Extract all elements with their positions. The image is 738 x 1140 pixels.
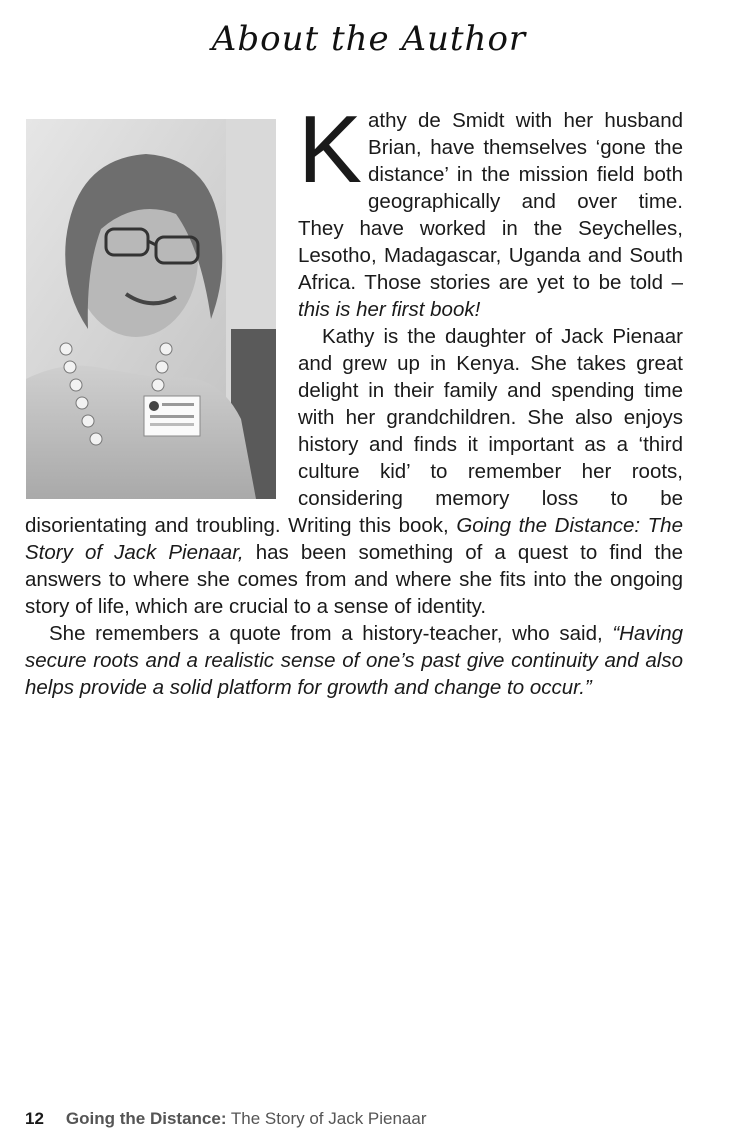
paragraph-2-text: Kathy is the daughter of Jack Pienaar and grew up in Kenya. She takes great delight in their family and spending time with her grandchildren. She also enjoys history and finds it important as a ‘third culture kid’ to remember her roots, considering memory loss to be disorientating and troubling. Writing this book, xyxy=(25,325,683,537)
paragraph-3 xyxy=(25,620,683,701)
drop-cap: K xyxy=(298,96,363,203)
page-footer xyxy=(25,1108,427,1130)
paragraph-3-text: She remembers a quote from a history-teacher, who said, xyxy=(49,622,613,645)
page-number: 12 xyxy=(25,1109,44,1128)
paragraph-1-text: athy de Smidt with her husband Brian, have themselves ‘gone the distance’ in the mission field both geographically and over time. They have worked in the Seychelles, Lesotho, Madagascar, Uganda and South Africa. Those stories are yet to be told – xyxy=(298,109,683,294)
paragraph-2-end: has been something of a quest to find the answers to where she comes from and where she fits into the ongoing story of life, which are crucial to a sense of identity. xyxy=(25,541,683,618)
book-title-italic: Going the Distance: The Story of Jack Pienaar, xyxy=(25,514,683,564)
footer-book-subtitle: The Story of Jack Pienaar xyxy=(226,1109,427,1128)
page-title: About the Author xyxy=(211,19,527,59)
footer-book-title: Going the Distance: xyxy=(65,1109,227,1128)
author-bio xyxy=(25,96,683,701)
author-photo xyxy=(26,119,276,499)
quote-italic: “Having secure roots and a realistic sense of one’s past give continuity and also helps provide a solid platform for growth and change to occur.” xyxy=(25,622,683,699)
paragraph-1-italic: this is her first book! xyxy=(298,298,481,321)
